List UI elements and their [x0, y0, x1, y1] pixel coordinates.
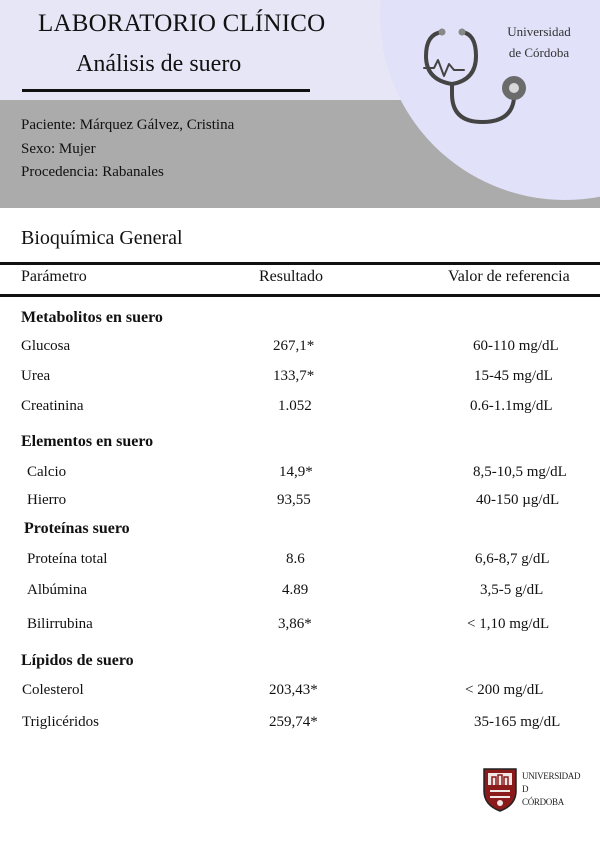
group-heading-elements: Elementos en suero — [21, 433, 154, 450]
logo-line-2: D — [522, 784, 529, 794]
logo-line-3: CÓRDOBA — [522, 797, 564, 807]
university-shield-icon — [480, 765, 520, 813]
table-row-param: Colesterol — [22, 682, 84, 698]
table-row-result: 267,1* — [273, 338, 315, 354]
institution-line-1: Universidad — [507, 24, 571, 39]
table-row-reference: 8,5-10,5 mg/dL — [473, 464, 567, 480]
lab-title: LABORATORIO CLÍNICO — [38, 10, 326, 37]
table-top-rule — [0, 262, 600, 265]
table-row-reference: 15-45 mg/dL — [474, 368, 553, 384]
table-row-result: 4.89 — [282, 582, 309, 598]
table-row-reference: 6,6-8,7 g/dL — [475, 551, 550, 567]
table-row-result: 8.6 — [286, 551, 305, 567]
table-row-param: Hierro — [27, 492, 67, 508]
table-row-param: Urea — [21, 368, 51, 384]
section-title: Bioquímica General — [21, 227, 183, 249]
institution-line-2: de Córdoba — [508, 45, 570, 60]
table-row-param: Triglicéridos — [22, 714, 99, 730]
table-row-reference: 40-150 µg/dL — [476, 492, 560, 508]
column-header-parameter: Parámetro — [21, 268, 87, 285]
group-heading-lipids: Lípidos de suero — [21, 652, 134, 669]
table-row-result: 3,86* — [278, 616, 312, 632]
analysis-subtitle: Análisis de suero — [76, 51, 242, 77]
table-row-param: Bilirrubina — [27, 616, 93, 632]
logo-line-1: UNIVERSIDAD — [522, 771, 581, 781]
patient-origin: Procedencia: Rabanales — [21, 164, 164, 180]
table-row-result: 259,74* — [269, 714, 318, 730]
table-row-result: 14,9* — [279, 464, 313, 480]
table-row-param: Albúmina — [27, 582, 87, 598]
table-row-param: Creatinina — [21, 398, 84, 414]
group-heading-proteins: Proteínas suero — [24, 520, 130, 537]
table-row-result: 1.052 — [278, 398, 312, 414]
university-logo-text — [522, 770, 580, 809]
table-row-param: Proteína total — [27, 551, 108, 567]
table-row-result: 93,55 — [277, 492, 311, 508]
table-row-reference: 35-165 mg/dL — [474, 714, 561, 730]
table-header-rule — [0, 294, 600, 297]
group-heading-metabolites: Metabolitos en suero — [21, 309, 163, 326]
column-header-reference: Valor de referencia — [448, 268, 570, 285]
table-row-reference: < 200 mg/dL — [465, 682, 544, 698]
table-row-param: Glucosa — [21, 338, 71, 354]
institution-name — [496, 21, 582, 63]
patient-name: Paciente: Márquez Gálvez, Cristina — [21, 117, 235, 133]
table-row-reference: < 1,10 mg/dL — [467, 616, 550, 632]
table-row-result: 133,7* — [273, 368, 315, 384]
table-row-reference: 3,5-5 g/dL — [480, 582, 544, 598]
patient-sex: Sexo: Mujer — [21, 141, 96, 157]
table-row-reference: 60-110 mg/dL — [473, 338, 559, 354]
table-row-param: Calcio — [27, 464, 67, 480]
table-row-reference: 0.6-1.1mg/dL — [470, 398, 553, 414]
table-row-result: 203,43* — [269, 682, 318, 698]
title-underline — [22, 89, 310, 92]
column-header-result: Resultado — [259, 268, 323, 285]
